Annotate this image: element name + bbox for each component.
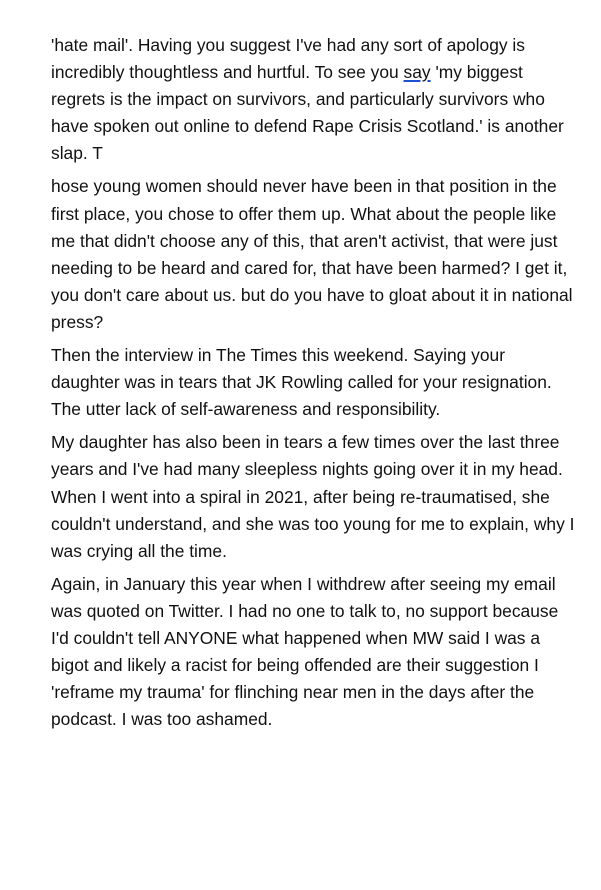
paragraph-5: Again, in January this year when I withdrew after seeing my email was quoted on Twitter. I had no one to talk to, no support because I'd couldn't tell ANYONE what happened when MW said I was a bigot and likely a racist for being offended are their suggestion I 'reframe my trauma' for flinching near men in the days after the podcast. I was too ashamed. [51,573,559,730]
paragraph-3: Then the interview in The Times this weekend. Saying your daughter was in tears that JK Rowling called for your resignation. The utter lack of self-awareness and responsibility. [51,345,552,420]
grammar-flagged-word[interactable]: say [403,62,431,83]
paragraph-4: My daughter has also been in tears a few times over the last three years and I've had many sleepless nights going over it in my head. When I went into a spiral in 2021, after being re-traumatised, she couldn't understand, and she was too young for me to explain, why I was crying all the time. [51,432,575,561]
paragraph-1-text-end: 'my biggest regrets is the impact on survivors, and particularly survivors who have spoken out online to defend Rape Crisis Scotland.' is another slap. T [51,62,564,164]
paragraph-1-text-start: 'hate mail'. Having you suggest I've had any sort of apology is incredibly thoughtless and hurtful. To see you [51,35,525,83]
paragraph-2: hose young women should never have been in that position in the first place, you chose to offer them up. What about the people like me that didn't choose any of this, that aren't activist, that were just needing to be heard and cared for, that have been harmed? I get it, you don't care about us. but do you have to gloat about it in national press? [51,176,573,332]
document-body [51,32,576,739]
paragraph-1 [51,32,576,167]
